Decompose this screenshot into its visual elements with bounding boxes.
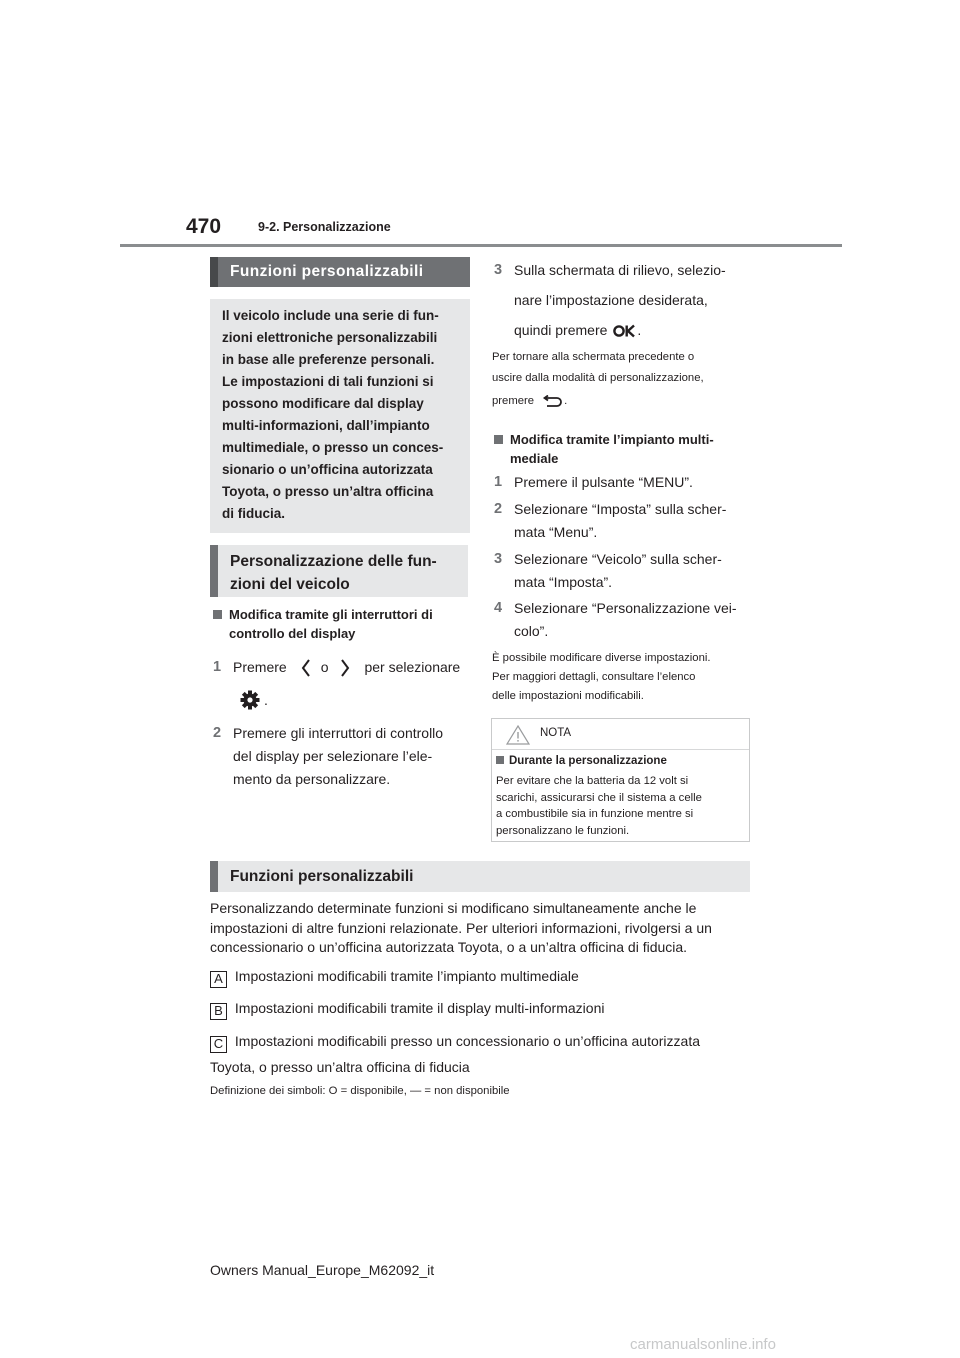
intro-line: possono modificare dal display [222,396,424,411]
nota-subtitle: Durante la personalizzazione [496,755,667,767]
back-icon [540,395,562,409]
square-bullet-icon [496,756,504,764]
section-paragraph: Personalizzando determinate funzioni si modificano simultaneamente anche le impostazioni di altre funzioni relazionate. Per ulteriori informazioni, rivolgersi a un concessionario o un’officina autorizzata Toyota, o a un’altra officina di fiducia. [210,900,712,955]
square-bullet-icon [213,610,222,619]
intro-line: di fiducia. [222,506,286,521]
chevron-left-icon [301,658,311,678]
nota-title: NOTA [540,727,572,739]
page-number: 470 [186,215,222,238]
note-return: Per tornare alla schermata precedente o uscire dalla modalità di personalizzazione, premere . [492,351,704,407]
heading-funzioni-personalizzabili: Funzioni personalizzabili [210,257,470,287]
subheading-multimediale: Modifica tramite l’impianto multi- mediale [494,430,754,468]
heading-section-funzioni: Funzioni personalizzabili [210,861,750,892]
footer-text: Owners Manual_Europe_M62092_it [210,1262,435,1278]
letter-a-box: A [210,971,227,988]
chevron-right-icon [340,658,350,678]
square-bullet-icon [494,435,503,444]
letter-b-box: B [210,1003,227,1020]
intro-line: zioni elettroniche personalizzabili [222,330,438,345]
gear-icon [240,690,260,710]
step-mm-2: 2 Selezionare “Imposta” sulla scher- mata “Menu”. [494,501,727,540]
heading-line: zioni del veicolo [230,576,350,593]
legend-b: B Impostazioni modificabili tramite il display multi-informazioni [210,999,770,1020]
intro-line: Il veicolo include una serie di fun- [222,308,439,323]
intro-line: in base alle preferenze personali. [222,352,435,367]
intro-line: Toyota, o presso un’altra officina [222,484,434,499]
nota-body: Per evitare che la batteria da 12 volt si scarichi, assicurarsi che il sistema a celle a combustibile sia in funzione mentre si personalizzano le funzioni. [496,775,702,837]
note-settings: È possibile modificare diverse impostazioni. Per maggiori dettagli, consultare l’elenco delle impostazioni modificabili. [492,652,711,702]
legend-a: A Impostazioni modificabili tramite l’impianto multimediale [210,967,770,988]
intro-line: sionario o un’officina autorizzata [222,462,433,477]
watermark: carmanualsonline.info [630,1336,776,1353]
letter-c-box: C [210,1036,227,1053]
step-mm-1: 1 Premere il pulsante “MENU”. [494,474,693,490]
warning-icon [506,725,530,745]
ok-icon [613,323,635,339]
step-mm-3: 3 Selezionare “Veicolo” sulla scher- mata “Imposta”. [494,551,722,590]
step-3-display: 3 Sulla schermata di rilievo, selezio- nare l’impostazione desiderata, quindi premere . [494,262,726,338]
step-1-display: 1 Premere o per selezionare . [213,656,473,713]
header-rule [120,244,842,247]
subheading-interruttori: Modifica tramite gli interruttori di controllo del display [213,605,473,643]
step-2-display: 2 Premere gli interruttori di controllo del display per selezionare l’ele- mento da personalizzare. [213,725,444,787]
intro-line: multi-informazioni, dall’impianto [222,418,430,433]
intro-line: Le impostazioni di tali funzioni si [222,374,434,389]
intro-line: multimediale, o presso un conces- [222,440,444,455]
intro-box [210,299,470,533]
chapter-title: 9-2. Personalizzazione [258,220,391,234]
legend-c: C Impostazioni modificabili presso un concessionario o un’officina autorizzata [210,1032,770,1053]
legend-c-continued: Toyota, o presso un’altra officina di fiducia [210,1059,470,1075]
nota-box [491,718,750,842]
heading-personalizzazione [210,545,468,597]
heading-line: Personalizzazione delle fun- [230,553,437,570]
step-mm-4: 4 Selezionare “Personalizzazione vei- colo”. [494,600,737,639]
symbols-definition: Definizione dei simboli: O = disponibile, — = non disponibile [210,1085,510,1097]
